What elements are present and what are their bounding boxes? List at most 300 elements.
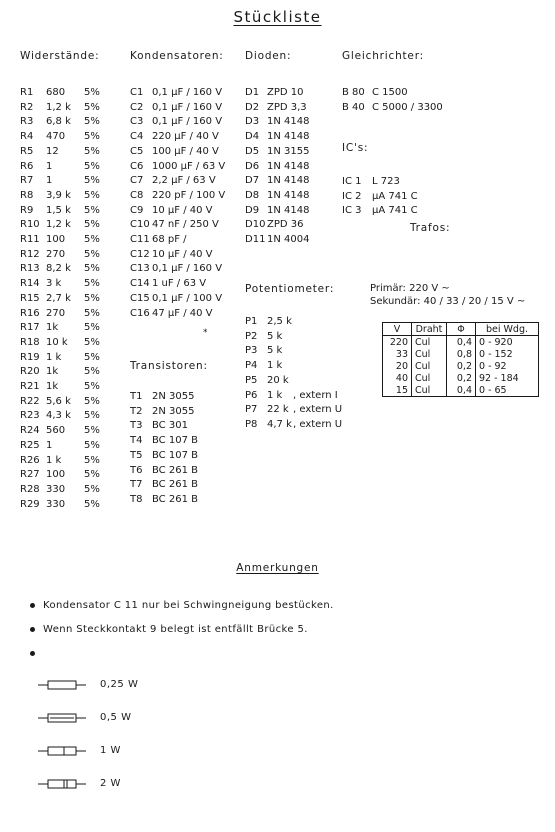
part-ref: D5 [245, 145, 260, 157]
part-ref: R25 [20, 439, 40, 451]
part-tolerance: 5% [84, 351, 100, 363]
part-tolerance: 5% [84, 307, 100, 319]
list-item [20, 351, 114, 366]
part-tolerance: 5% [84, 395, 100, 407]
part-ref: R24 [20, 425, 40, 437]
part-ref: D8 [245, 189, 260, 201]
list-item [130, 174, 242, 189]
part-ref: C13 [130, 263, 150, 275]
list-item [130, 160, 242, 175]
trafo-cell-draht: Cul [412, 372, 447, 384]
note-text: Wenn Steckkontakt 9 belegt ist entfällt Brücke 5. [43, 624, 308, 635]
part-ref: P4 [245, 360, 258, 372]
trafo-cell-v: 33 [383, 348, 412, 360]
part-tolerance: 5% [84, 175, 100, 187]
part-value: 330 [46, 483, 66, 495]
resistor-symbol-icon [38, 678, 86, 692]
trafo-column-header: bei Wdg. [476, 323, 539, 336]
part-tolerance: 5% [84, 87, 100, 98]
part-ref: P2 [245, 330, 258, 342]
transistor-list [130, 390, 232, 508]
part-extern: , extern U [293, 404, 343, 416]
part-ref: P1 [245, 316, 258, 327]
part-ref: T2 [130, 405, 143, 417]
part-value: 2,2 µF / 63 V [152, 175, 216, 187]
symbol-item [38, 701, 138, 734]
list-item [342, 86, 462, 101]
list-item [130, 101, 242, 116]
list-item [130, 434, 232, 449]
part-ref: C1 [130, 87, 144, 98]
header-trafos: Trafos: [410, 222, 451, 234]
trafo-cell-wdg: 0 - 920 [476, 336, 539, 349]
list-item [245, 218, 337, 233]
trafo-cell-phi: 0,2 [447, 372, 476, 384]
part-tolerance: 5% [84, 366, 100, 378]
part-tolerance: 5% [84, 101, 100, 113]
symbol-label: 0,25 W [100, 679, 139, 690]
list-item [245, 174, 337, 189]
bullet-icon [30, 651, 35, 656]
part-ref: R4 [20, 131, 34, 143]
part-ref: R19 [20, 351, 40, 363]
part-ref: C2 [130, 101, 144, 113]
part-ref: D11 [245, 234, 266, 246]
list-item [130, 189, 242, 204]
part-ref: R20 [20, 366, 40, 378]
part-ref: IC 1 [342, 176, 362, 187]
table-row [383, 348, 539, 360]
part-tolerance: 5% [84, 483, 100, 495]
symbol-item [38, 668, 138, 701]
part-tolerance: 5% [84, 410, 100, 422]
part-ref: R1 [20, 87, 34, 98]
part-value: 1,5 k [46, 204, 71, 216]
list-item [20, 395, 114, 410]
part-value: 1000 µF / 63 V [152, 160, 226, 172]
list-item [20, 277, 114, 292]
part-ref: P3 [245, 345, 258, 357]
symbol-label: 2 W [100, 778, 121, 789]
list-item [20, 218, 114, 233]
list-item [130, 86, 242, 101]
part-value: 10 k [46, 336, 68, 348]
symbol-item [38, 767, 138, 800]
part-value: 1N 3155 [267, 145, 310, 157]
part-ref: P7 [245, 404, 258, 416]
list-item [20, 321, 114, 336]
list-item [245, 344, 363, 359]
list-item [20, 380, 114, 395]
part-value: 5 k [267, 330, 283, 342]
list-item [20, 174, 114, 189]
part-value: 1N 4148 [267, 160, 310, 172]
part-tolerance: 5% [84, 454, 100, 466]
list-item [130, 145, 242, 160]
part-value: ZPD 36 [267, 219, 304, 231]
part-value: 4,3 k [46, 410, 71, 422]
part-value: 1 [46, 439, 53, 451]
part-value: BC 261 B [152, 464, 198, 476]
part-value: 1N 4148 [267, 116, 310, 128]
part-value: 68 pF / [152, 234, 187, 246]
list-item [20, 189, 114, 204]
part-value: 6,8 k [46, 116, 71, 128]
part-tolerance: 5% [84, 131, 100, 143]
trafo-table-body [383, 336, 539, 397]
part-value: 5,6 k [46, 395, 71, 407]
list-item [245, 189, 337, 204]
part-ref: T4 [130, 435, 143, 447]
list-item [245, 145, 337, 160]
list-item [130, 292, 242, 307]
part-tolerance: 5% [84, 116, 100, 128]
trafo-cell-wdg: 0 - 65 [476, 384, 539, 397]
part-value: 2,7 k [46, 292, 71, 304]
part-ref: R12 [20, 248, 40, 260]
trafo-cell-phi: 0,2 [447, 360, 476, 372]
trafo-cell-draht: Cul [412, 336, 447, 349]
part-value: 100 [46, 234, 66, 246]
part-ref: C9 [130, 204, 144, 216]
part-value: 1N 4148 [267, 204, 310, 216]
part-ref: C15 [130, 292, 150, 304]
list-item [20, 204, 114, 219]
trafo-cell-v: 40 [383, 372, 412, 384]
resistor-body [48, 747, 76, 755]
part-ref: P6 [245, 389, 258, 401]
resistor-symbol-legend [38, 668, 138, 800]
part-tolerance: 5% [84, 439, 100, 451]
table-row [383, 372, 539, 384]
bullet-icon [30, 603, 35, 608]
resistor-list [20, 86, 114, 512]
trafo-cell-v: 20 [383, 360, 412, 372]
part-value: 22 k [267, 404, 289, 416]
trafo-cell-v: 15 [383, 384, 412, 397]
list-item [20, 101, 114, 116]
part-value: 4,7 k [267, 418, 292, 430]
part-tolerance: 5% [84, 219, 100, 231]
header-gleichrichter: Gleichrichter: [342, 50, 424, 62]
symbol-label: 1 W [100, 745, 121, 756]
list-item [245, 86, 337, 101]
list-item [20, 336, 114, 351]
part-ref: R3 [20, 116, 34, 128]
part-value: 0,1 µF / 160 V [152, 116, 223, 128]
list-item [20, 454, 114, 469]
part-ref: P8 [245, 418, 258, 430]
part-ref: R9 [20, 204, 34, 216]
list-item [245, 115, 337, 130]
trafo-column-header: Draht [412, 323, 447, 336]
part-ref: R2 [20, 101, 34, 113]
part-ref: IC 2 [342, 190, 362, 202]
part-ref: C14 [130, 278, 150, 290]
bullet-icon [30, 627, 35, 632]
part-value: 1k [46, 366, 59, 378]
list-item [20, 365, 114, 380]
trafo-table-wrap [382, 322, 539, 397]
part-value: 1 k [46, 454, 62, 466]
part-ref: R13 [20, 263, 40, 275]
part-tolerance: 5% [84, 278, 100, 290]
list-item [342, 190, 432, 205]
part-ref: R22 [20, 395, 40, 407]
list-item [20, 145, 114, 160]
note-item [30, 624, 308, 635]
trafo-cell-v: 220 [383, 336, 412, 349]
list-item [20, 307, 114, 322]
part-ref: R26 [20, 454, 40, 466]
header-anmerkungen: Anmerkungen [236, 562, 319, 574]
list-item [20, 409, 114, 424]
resistor-symbol-icon [38, 711, 86, 725]
trafo-cell-wdg: 0 - 152 [476, 348, 539, 360]
part-ref: R28 [20, 483, 40, 495]
list-item [130, 307, 242, 322]
part-value: 560 [46, 425, 66, 437]
part-tolerance: 5% [84, 248, 100, 260]
part-value: 1,2 k [46, 101, 71, 113]
list-item [245, 101, 337, 116]
list-item [20, 483, 114, 498]
part-value: 1N 4148 [267, 189, 310, 201]
trafo-cell-wdg: 92 - 184 [476, 372, 539, 384]
list-item [20, 160, 114, 175]
part-value: 1 k [267, 360, 283, 372]
part-value: 3,9 k [46, 189, 71, 201]
list-item [130, 262, 242, 277]
part-tolerance: 5% [84, 381, 100, 393]
list-item [342, 101, 462, 116]
list-item [130, 493, 232, 508]
part-ref: T6 [130, 464, 143, 476]
part-value: 0,1 µF / 160 V [152, 87, 223, 98]
list-item [130, 464, 232, 479]
list-item [20, 233, 114, 248]
table-row [383, 336, 539, 349]
ic-list [342, 175, 432, 219]
part-ref: B 40 [342, 101, 365, 113]
part-tolerance: 5% [84, 145, 100, 157]
part-ref: T3 [130, 420, 143, 432]
list-item [130, 405, 232, 420]
trafo-primaer: Primär: 220 V ~ [370, 283, 450, 294]
resistor-body [48, 681, 76, 689]
part-ref: R27 [20, 469, 40, 481]
part-ref: D7 [245, 175, 260, 187]
list-item [245, 389, 363, 404]
part-value: BC 261 B [152, 493, 198, 505]
note-item-empty [30, 648, 43, 659]
header-transistoren: Transistoren: [130, 360, 208, 372]
list-item [130, 204, 242, 219]
list-item [245, 315, 363, 330]
part-value: 1k [46, 381, 59, 393]
part-ref: D1 [245, 87, 260, 98]
part-value: C 5000 / 3300 [372, 101, 443, 113]
note-text: Kondensator C 11 nur bei Schwingneigung bestücken. [43, 600, 334, 611]
part-ref: C16 [130, 307, 150, 319]
part-value: 1 k [46, 351, 62, 363]
list-item [20, 262, 114, 277]
list-item [245, 403, 363, 418]
part-value: BC 301 [152, 420, 188, 432]
list-item [20, 115, 114, 130]
diode-list [245, 86, 337, 248]
table-row [383, 360, 539, 372]
part-value: 12 [46, 145, 59, 157]
part-ref: T1 [130, 391, 143, 402]
part-value: C 1500 [372, 87, 408, 98]
list-item [245, 204, 337, 219]
trafo-cell-phi: 0,8 [447, 348, 476, 360]
part-ref: C3 [130, 116, 144, 128]
part-ref: D3 [245, 116, 260, 128]
part-value: 1 k [267, 389, 283, 401]
part-ref: C7 [130, 175, 144, 187]
part-value: 10 µF / 40 V [152, 204, 213, 216]
trafo-table [382, 322, 539, 397]
part-tolerance: 5% [84, 469, 100, 481]
part-ref: C5 [130, 145, 144, 157]
part-ref: R16 [20, 307, 40, 319]
list-item [130, 130, 242, 145]
list-item [130, 277, 242, 292]
part-value: 1 [46, 160, 53, 172]
part-value: 1N 4148 [267, 175, 310, 187]
part-ref: P5 [245, 374, 258, 386]
part-value: 270 [46, 307, 66, 319]
list-item [245, 418, 363, 433]
header-ics: IC's: [342, 142, 369, 154]
list-item [130, 218, 242, 233]
part-ref: R10 [20, 219, 40, 231]
list-item [130, 449, 232, 464]
part-ref: D6 [245, 160, 260, 172]
list-item [245, 359, 363, 374]
decorative-asterisk: * [203, 328, 208, 338]
part-tolerance: 5% [84, 498, 100, 510]
trafo-sekundaer: Sekundär: 40 / 33 / 20 / 15 V ~ [370, 296, 526, 307]
trafo-column-header: Φ [447, 323, 476, 336]
list-item [130, 115, 242, 130]
part-value: 2,5 k [267, 316, 292, 327]
part-ref: B 80 [342, 87, 365, 98]
capacitor-list [130, 86, 242, 321]
part-value: 0,1 µF / 160 V [152, 263, 223, 275]
list-item [245, 130, 337, 145]
list-item [130, 478, 232, 493]
part-value: 1 [46, 175, 53, 187]
part-value: 0,1 µF / 100 V [152, 292, 223, 304]
part-value: 2N 3055 [152, 405, 195, 417]
trafo-table-header [383, 323, 539, 336]
part-ref: R7 [20, 175, 34, 187]
part-value: 1k [46, 322, 59, 334]
part-value: 220 pF / 100 V [152, 189, 226, 201]
trafo-cell-phi: 0,4 [447, 384, 476, 397]
part-ref: T8 [130, 493, 143, 505]
resistor-body [48, 780, 76, 788]
part-value: BC 107 B [152, 449, 198, 461]
list-item [245, 330, 363, 345]
trafo-cell-wdg: 0 - 92 [476, 360, 539, 372]
resistor-symbol-icon [38, 777, 86, 791]
table-row [383, 384, 539, 397]
list-item [245, 233, 337, 248]
symbol-label: 0,5 W [100, 712, 132, 723]
resistor-symbol-icon [38, 744, 86, 758]
header-widerstaende: Widerstände: [20, 50, 100, 62]
list-item [130, 419, 232, 434]
trafo-cell-phi: 0,4 [447, 336, 476, 349]
part-ref: D4 [245, 131, 260, 143]
part-tolerance: 5% [84, 189, 100, 201]
part-ref: D10 [245, 219, 266, 231]
part-value: ZPD 10 [267, 87, 304, 98]
part-ref: T7 [130, 479, 143, 491]
part-value: 1N 4004 [267, 234, 310, 246]
part-ref: C8 [130, 189, 144, 201]
part-extern: , extern I [293, 389, 338, 401]
part-tolerance: 5% [84, 204, 100, 216]
part-value: 0,1 µF / 160 V [152, 101, 223, 113]
part-ref: R6 [20, 160, 34, 172]
part-tolerance: 5% [84, 425, 100, 437]
part-tolerance: 5% [84, 322, 100, 334]
part-ref: R18 [20, 336, 40, 348]
part-ref: IC 3 [342, 205, 362, 217]
part-tolerance: 5% [84, 263, 100, 275]
list-item [130, 248, 242, 263]
part-value: 100 µF / 40 V [152, 145, 219, 157]
part-tolerance: 5% [84, 292, 100, 304]
part-ref: R29 [20, 498, 40, 510]
part-value: 1 uF / 63 V [152, 278, 207, 290]
part-value: 20 k [267, 374, 289, 386]
part-value: 100 [46, 469, 66, 481]
part-value: L 723 [372, 176, 400, 187]
part-value: 47 nF / 250 V [152, 219, 219, 231]
part-value: µA 741 C [372, 205, 418, 217]
part-value: 3 k [46, 278, 62, 290]
part-value: BC 261 B [152, 479, 198, 491]
part-value: ZPD 3,3 [267, 101, 307, 113]
part-ref: T5 [130, 449, 143, 461]
symbol-item [38, 734, 138, 767]
list-item [20, 248, 114, 263]
page-title: Stückliste [233, 8, 322, 26]
list-item [342, 175, 432, 190]
list-item [342, 204, 432, 219]
part-value: 330 [46, 498, 66, 510]
part-value: 680 [46, 87, 66, 98]
list-item [245, 374, 363, 389]
part-ref: R15 [20, 292, 40, 304]
list-item [20, 130, 114, 145]
trafo-cell-draht: Cul [412, 360, 447, 372]
trafo-column-header: V [383, 323, 412, 336]
part-ref: C6 [130, 160, 144, 172]
part-value: 2N 3055 [152, 391, 195, 402]
header-kondensatoren: Kondensatoren: [130, 50, 224, 62]
list-item [20, 498, 114, 513]
part-value: 220 µF / 40 V [152, 131, 219, 143]
part-value: 5 k [267, 345, 283, 357]
potentiometer-list [245, 315, 363, 433]
